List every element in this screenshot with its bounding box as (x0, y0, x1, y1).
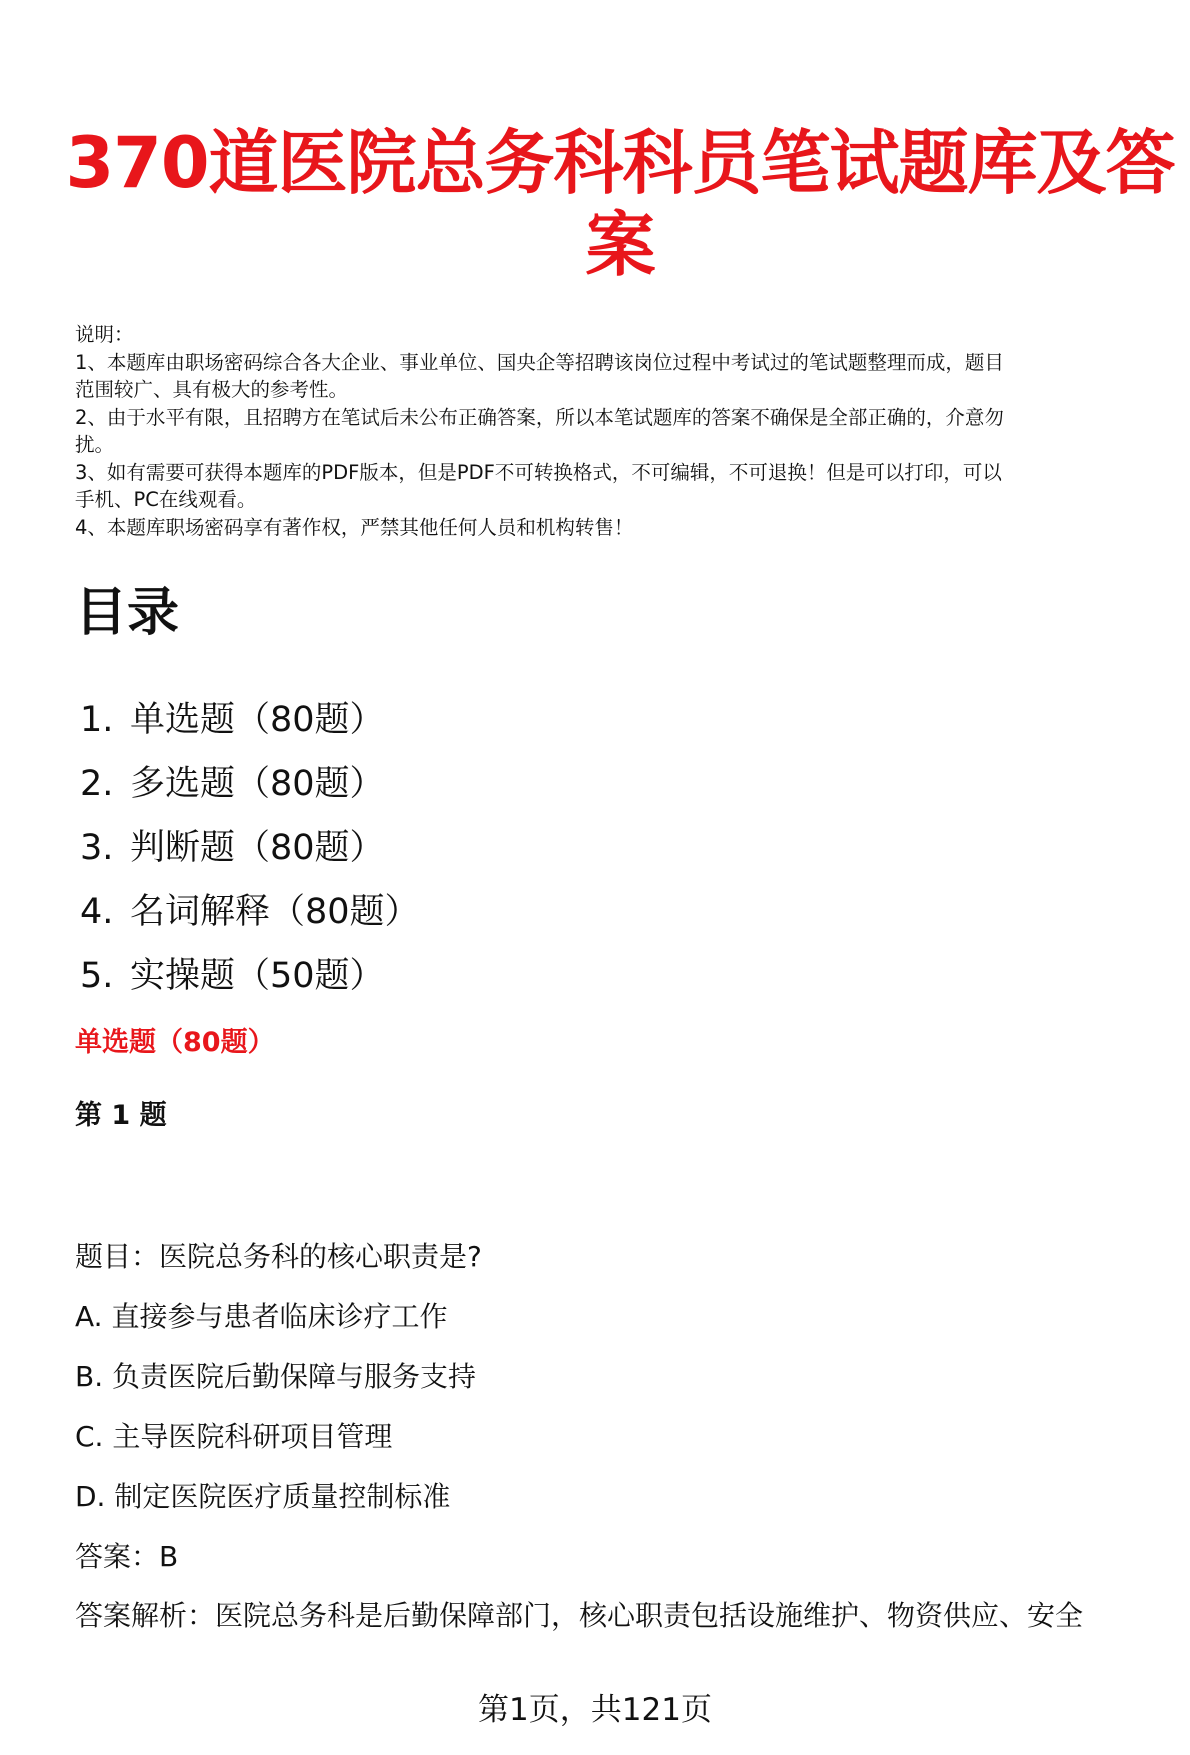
notes-line: 手机、PC在线观看。 (75, 488, 257, 511)
option-d: D. 制定医院医疗质量控制标准 (75, 1480, 451, 1513)
page-footer: 第1页，共121页 (478, 1692, 712, 1728)
toc-item-single-choice[interactable] (80, 688, 420, 752)
toc-item-number: 5. (80, 956, 114, 996)
toc-item-practical[interactable] (80, 944, 420, 1008)
notes-line: 范围较广、具有极大的参考性。 (75, 378, 349, 401)
toc-item-label: 名词解释（80题） (130, 892, 420, 932)
answer: 答案：B (75, 1540, 179, 1573)
toc-item-number: 3. (80, 828, 114, 868)
notes-heading: 说明： (75, 323, 134, 346)
section-title: 单选题（80题） (75, 1027, 275, 1058)
toc-item-multiple-choice[interactable] (80, 752, 420, 816)
toc-item-number: 2. (80, 764, 114, 804)
answer-analysis: 答案解析：医院总务科是后勤保障部门，核心职责包括设施维护、物资供应、安全 (75, 1599, 1084, 1632)
toc-item-label: 实操题（50题） (130, 956, 385, 996)
toc-item-number: 4. (80, 892, 114, 932)
toc-item-number: 1. (80, 700, 114, 740)
notes-line: 1、本题库由职场密码综合各大企业、事业单位、国央企等招聘该岗位过程中考试过的笔试题整理而成，题目 (75, 350, 1004, 374)
notes-block (75, 321, 1155, 541)
toc-heading: 目录 (75, 583, 180, 643)
toc-item-true-false[interactable] (80, 816, 420, 880)
option-c: C. 主导医院科研项目管理 (75, 1420, 393, 1453)
document-title: 370道医院总务科科员笔试题库及答案 (65, 122, 1175, 286)
toc-item-label: 判断题（80题） (130, 828, 385, 868)
toc-item-label: 单选题（80题） (130, 700, 385, 740)
option-a: A. 直接参与患者临床诊疗工作 (75, 1300, 448, 1333)
toc-list (80, 688, 420, 1008)
question-number: 第 1 题 (75, 1100, 167, 1131)
question-stem: 题目：医院总务科的核心职责是? (75, 1240, 482, 1273)
notes-line: 3、如有需要可获得本题库的PDF版本，但是PDF不可转换格式，不可编辑，不可退换！但是可以打印，可以 (75, 460, 1002, 484)
notes-line: 4、本题库职场密码享有著作权，严禁其他任何人员和机构转售！ (75, 515, 634, 539)
option-b: B. 负责医院后勤保障与服务支持 (75, 1360, 477, 1393)
notes-line: 2、由于水平有限，且招聘方在笔试后未公布正确答案，所以本笔试题库的答案不确保是全部正确的，介意勿 (75, 405, 1004, 429)
toc-item-label: 多选题（80题） (130, 764, 385, 804)
notes-line: 扰。 (75, 433, 115, 456)
toc-item-term-definition[interactable] (80, 880, 420, 944)
